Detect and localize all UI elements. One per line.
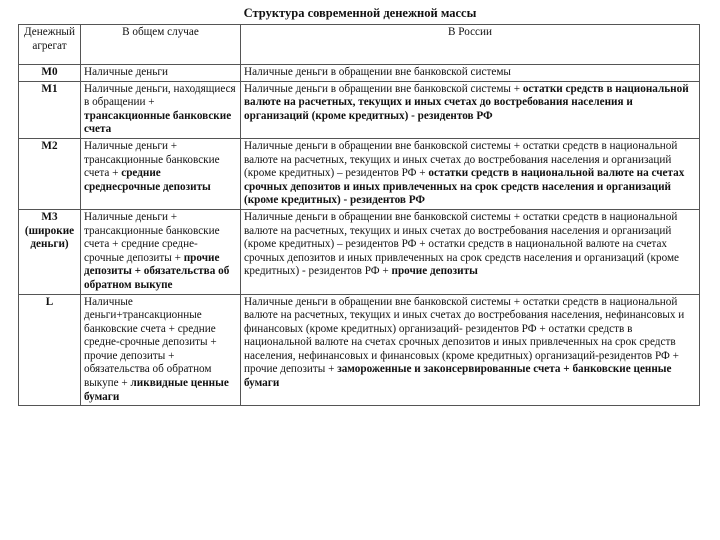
text-segment: Наличные деньги + трансакционные банковские счета + средние средне-срочные депозиты + <box>84 210 220 264</box>
table-row <box>19 209 700 294</box>
table-row <box>19 138 700 209</box>
table-row <box>19 294 700 406</box>
money-supply-table <box>18 24 700 406</box>
general-cell <box>81 294 241 406</box>
general-cell <box>81 209 241 294</box>
text-segment: Наличные деньги в обращении вне банковской системы + остатки средств в национальной валюте на расчетных, текущих и иных счетах до востребования населения, нефинансовых и финансовых (кроме кредитных) организаций- резидентов РФ + остатки средств в национальной валюте на счетах срочных депозитов и иных привлеченных на срок средств населения, нефинансовых и финансовых (кроме кредитных) организаций-резидентов РФ + прочие депозиты + <box>244 295 685 376</box>
russia-cell <box>241 81 700 138</box>
bold-text-segment: трансакционные банковские счета <box>84 109 232 136</box>
text-segment: Наличные деньги+трансакционные банковские счета + средние средне-срочные депозиты + прочие депозиты + обязательства об обратном выкупе + <box>84 295 217 390</box>
general-cell <box>81 81 241 138</box>
bold-text-segment: прочие депозиты <box>391 265 478 278</box>
general-cell <box>81 138 241 209</box>
general-cell <box>81 65 241 82</box>
russia-cell <box>241 294 700 406</box>
aggregate-cell: L <box>19 294 81 406</box>
bold-text-segment: средние среднесрочные депозиты <box>84 167 211 193</box>
bold-text-segment: остатки средств в национальной валюте на счетах срочных депозитов и иных привлеченных на срок средств населения и организаций (кроме кредитных) - резидентов РФ <box>244 167 685 207</box>
bold-text-segment: прочие депозиты + обязательства об обратном выкупе <box>84 251 230 291</box>
text-segment: Наличные деньги <box>84 66 168 78</box>
russia-cell <box>241 209 700 294</box>
header-aggregate: Денежный агрегат <box>19 25 81 65</box>
table-row <box>19 65 700 82</box>
table-header-row <box>19 25 700 65</box>
aggregate-cell: М0 <box>19 65 81 82</box>
text-segment: Наличные деньги в обращении вне банковской системы + остатки средств в национальной валюте на расчетных, текущих и иных счетах до востребования населения и организаций (кроме кредитных) – резидентов РФ + <box>244 139 678 180</box>
aggregate-cell: М2 <box>19 138 81 209</box>
aggregate-cell: М3 (широкие деньги) <box>19 209 81 294</box>
russia-cell <box>241 65 700 82</box>
text-segment: Наличные деньги в обращении вне банковской системы <box>244 66 511 78</box>
text-segment: Наличные деньги, находящиеся в обращении + <box>84 82 236 109</box>
text-segment: Наличные деньги в обращении вне банковской системы + остатки средств в национальной валюте на расчетных, текущих и иных счетах до востребования населения и организаций (кроме кредитных) – резидентов РФ + остатки средств в национальной валюте на счетах срочных депозитов и иных привлеченных на срок средств населения и организаций (кроме кредитных) - резидентов РФ + <box>244 210 680 278</box>
aggregate-cell: М1 <box>19 81 81 138</box>
text-segment: Наличные деньги в обращении вне банковской системы + <box>244 82 523 95</box>
header-general: В общем случае <box>81 25 241 65</box>
russia-cell <box>241 138 700 209</box>
bold-text-segment: остатки средств в национальной валюте на расчетных, текущих и иных счетах до востребования населения и организаций (кроме кредитных) - резидентов РФ <box>244 82 689 122</box>
page-title: Структура современной денежной массы <box>243 6 477 20</box>
bold-text-segment: замороженные и законсервированные счета + банковские ценные бумаги <box>244 363 672 390</box>
header-russia: В России <box>241 25 700 65</box>
text-segment: Наличные деньги + трансакционные банковские счета + <box>84 139 220 180</box>
bold-text-segment: ликвидные ценные бумаги <box>84 377 229 403</box>
table-row <box>19 81 700 138</box>
